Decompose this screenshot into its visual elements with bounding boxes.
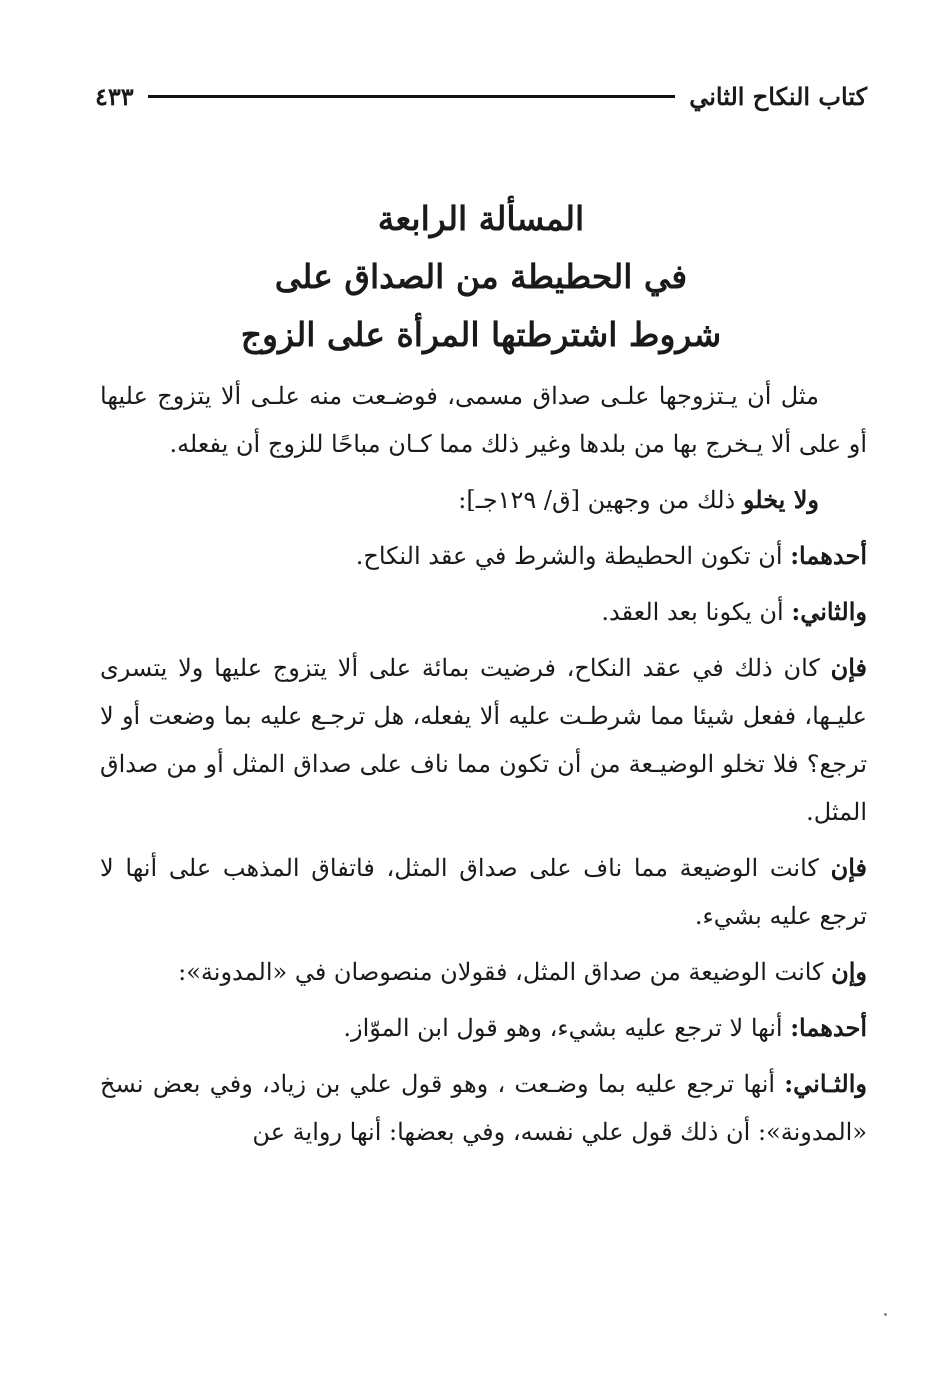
paragraph-text: أن يكونا بعد العقد. xyxy=(601,598,792,626)
running-header xyxy=(95,78,867,114)
book-title: كتاب النكاح الثاني xyxy=(689,81,867,111)
scan-speck xyxy=(884,1313,887,1316)
paragraph-lead: أحدهما: xyxy=(790,541,867,570)
header-rule xyxy=(148,95,676,98)
paragraph-lead: ولا يخلو xyxy=(742,485,819,514)
paragraph xyxy=(100,948,867,996)
paragraph xyxy=(100,644,867,836)
paragraph-lead: وإن xyxy=(831,957,867,986)
paragraph xyxy=(100,588,867,636)
paragraph-text: أنها لا ترجع عليه بشيء، وهو قول ابن الموّاز. xyxy=(343,1014,791,1042)
chapter-title-line: شروط اشترطتها المرأة على الزوج xyxy=(240,315,722,354)
paragraph xyxy=(100,476,867,524)
paragraph-lead: والثاني: xyxy=(791,597,867,626)
paragraph xyxy=(100,372,867,468)
body-text xyxy=(100,372,867,1164)
paragraph-text: كان ذلك في عقد النكاح، فرضيت بمائة على ألا يتزوج عليها ولا يتسرى عليـها، ففعل شيئا مما شرطـت عليه ألا يفعله، هل ترجـع عليه بما وضعت أو لا ترجع؟ فلا تخلو الوضيـعة من أن تكون مما ناف على صداق المثل أو من صداق المثل. xyxy=(100,654,867,826)
paragraph-lead: فإن xyxy=(830,653,867,682)
paragraph-lead: أحدهما: xyxy=(790,1013,867,1042)
page-number: ٤٣٣ xyxy=(95,81,134,111)
paragraph-text: كانت الوضيعة من صداق المثل، فقولان منصوصان في «المدونة»: xyxy=(178,958,832,986)
chapter-title-line: المسألة الرابعة xyxy=(377,199,585,238)
paragraph xyxy=(100,1004,867,1052)
chapter-titles xyxy=(95,190,867,364)
paragraph xyxy=(100,532,867,580)
paragraph-lead: فإن xyxy=(830,853,867,882)
paragraph xyxy=(100,844,867,940)
paragraph xyxy=(100,1060,867,1156)
paragraph-text: ذلك من وجهين [ق/ ١٢٩جـ]: xyxy=(458,486,743,514)
paragraph-text: مثل أن يـتزوجها علـى صداق مسمى، فوضـعت منه علـى ألا يتزوج عليها أو على ألا يـخرج بها من بلدها وغير ذلك مما كـان مباحًا للزوج أن يفعله. xyxy=(100,382,867,458)
paragraph-text: كانت الوضيعة مما ناف على صداق المثل، فاتفاق المذهب على أنها لا ترجع عليه بشيء. xyxy=(100,854,867,930)
paragraph-lead: والثـاني: xyxy=(784,1069,867,1098)
paragraph-text: أنها ترجع عليه بما وضـعت ، وهو قول علي بن زياد، وفي بعض نسخ «المدونة»: أن ذلك قول علي نفسه، وفي بعضها: أنها رواية عن xyxy=(100,1070,867,1146)
chapter-title-line: في الحطيطة من الصداق على xyxy=(274,257,688,296)
paragraph-text: أن تكون الحطيطة والشرط في عقد النكاح. xyxy=(355,542,791,570)
